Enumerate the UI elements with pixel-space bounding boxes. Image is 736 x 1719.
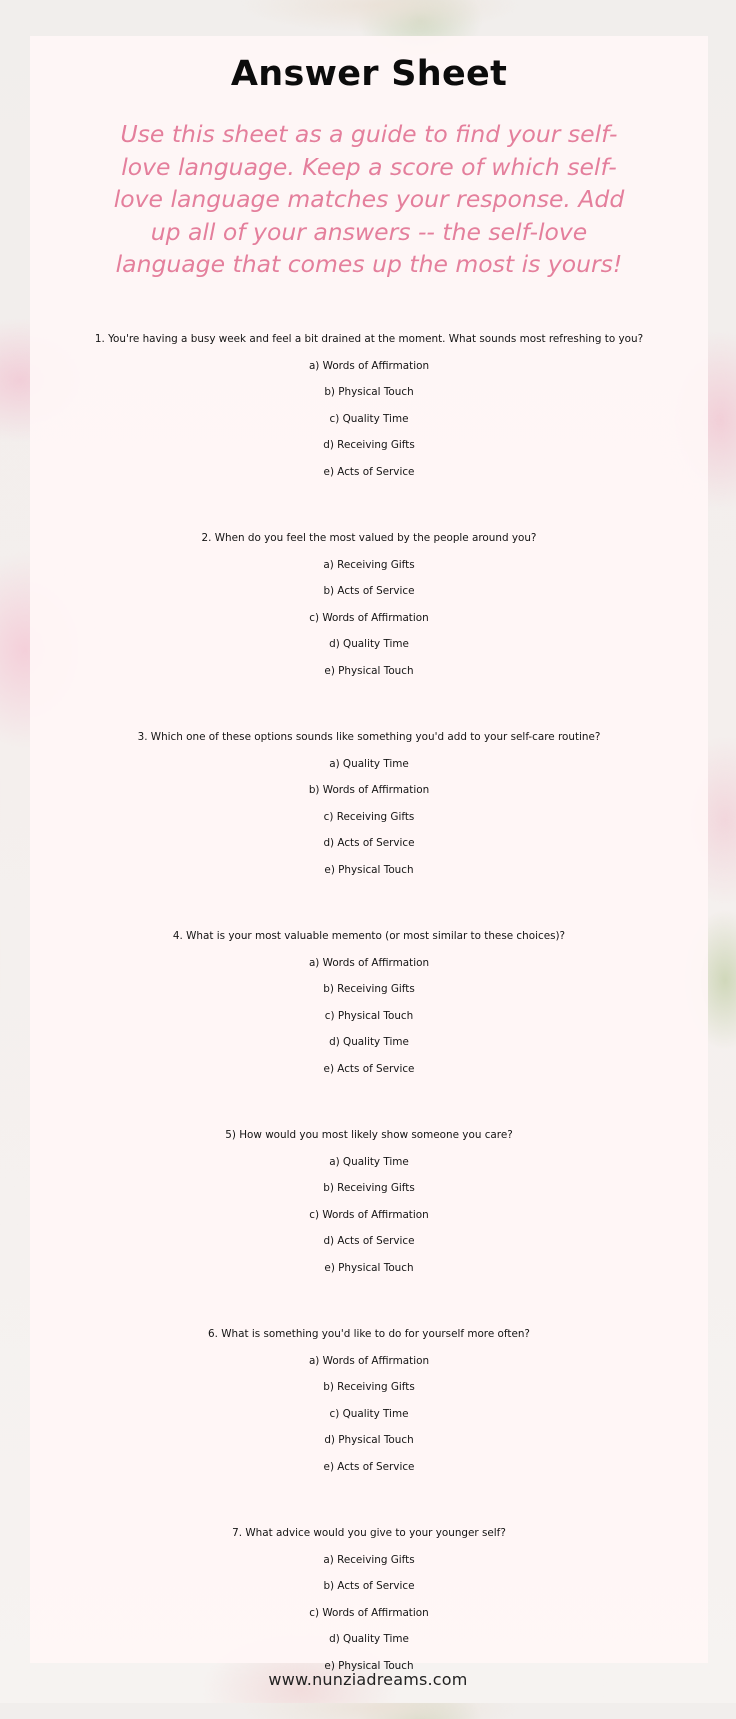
option-c: c) Physical Touch [324,1009,414,1022]
question-3 [30,724,708,923]
option-e: e) Acts of Service [323,465,415,478]
option-c: c) Words of Affirmation [309,1208,429,1221]
option-a: a) Receiving Gifts [323,558,415,571]
option-c: c) Receiving Gifts [323,810,415,823]
option-d: d) Receiving Gifts [323,439,415,452]
option-c: c) Words of Affirmation [309,611,429,624]
question-text: 3. Which one of these options sounds like something you'd add to your self-care routine? [137,731,601,743]
option-c: c) Quality Time [329,1407,409,1420]
option-b: b) Physical Touch [324,386,414,399]
question-text: 6. What is something you'd like to do for yourself more often? [208,1328,530,1340]
option-d: d) Physical Touch [324,1434,414,1447]
option-d: d) Quality Time [329,1633,409,1646]
question-text: 4. What is your most valuable memento (or most similar to these choices)? [172,930,566,942]
option-c: c) Quality Time [329,412,409,425]
page-title: Answer Sheet [230,54,508,94]
option-b: b) Acts of Service [323,585,415,598]
question-4 [30,923,708,1122]
option-b: b) Words of Affirmation [308,784,430,797]
website-url: www.nunziadreams.com [268,1670,468,1689]
option-e: e) Physical Touch [324,1261,414,1274]
option-b: b) Receiving Gifts [323,1381,415,1394]
question-text: 1. You're having a busy week and feel a bit drained at the moment. What sounds most refreshing to you? [94,333,644,345]
question-2 [30,525,708,724]
option-e: e) Acts of Service [323,1460,415,1473]
option-e: e) Physical Touch [324,664,414,677]
option-c: c) Words of Affirmation [309,1606,429,1619]
option-a: a) Quality Time [329,757,409,770]
option-e: e) Acts of Service [323,1062,415,1075]
question-5 [30,1122,708,1321]
option-e: e) Physical Touch [324,1659,414,1672]
option-a: a) Quality Time [329,1155,409,1168]
question-7 [30,1520,708,1719]
option-d: d) Acts of Service [323,837,415,850]
option-b: b) Receiving Gifts [323,983,415,996]
question-text: 2. When do you feel the most valued by the people around you? [201,532,537,544]
question-text: 5) How would you most likely show someone you care? [225,1129,513,1141]
intro-text: Use this sheet as a guide to find your self-love language. Keep a score of which self-love language matches your response. Add up all of your answers -- the self-love language that comes up the most is yours! [113,120,625,278]
option-d: d) Acts of Service [323,1235,415,1248]
answer-sheet [30,36,708,1672]
option-a: a) Words of Affirmation [308,1354,430,1367]
option-b: b) Receiving Gifts [323,1182,415,1195]
option-e: e) Physical Touch [324,863,414,876]
question-list [30,326,708,1719]
option-b: b) Acts of Service [323,1580,415,1593]
option-a: a) Words of Affirmation [308,359,430,372]
option-d: d) Quality Time [329,1036,409,1049]
question-1 [30,326,708,525]
option-a: a) Words of Affirmation [308,956,430,969]
option-d: d) Quality Time [329,638,409,651]
question-6 [30,1321,708,1520]
question-text: 7. What advice would you give to your younger self? [232,1527,506,1539]
option-a: a) Receiving Gifts [323,1553,415,1566]
